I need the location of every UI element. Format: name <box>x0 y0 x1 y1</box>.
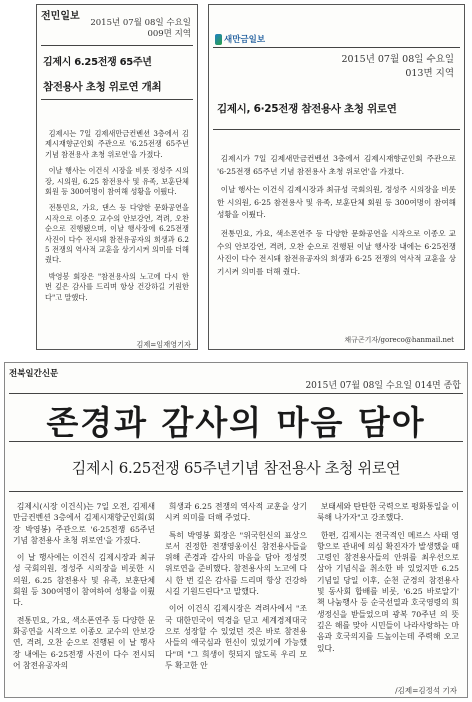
logo-mark-icon <box>215 34 222 45</box>
paragraph: 이날 행사는 이건식 시장을 비롯 정성주 시의장, 시의원, 6.25 참전용사 및 유족, 보훈단체 회원 등 300여명이 참여해 성황을 이뤘다. <box>45 166 189 197</box>
byline: /김제=김정석 기자 <box>395 686 457 695</box>
paragraph: 보태세와 탄탄한 국력으로 평화통일을 이룩해 나가자"고 강조했다. <box>317 502 459 523</box>
dateline <box>254 53 454 81</box>
clipping-jeonmin <box>36 4 198 350</box>
paragraph: 김제시는 7일 김제새만금컨벤션 3층에서 김제시재향군인회 주관으로 '6.25전쟁 65주년 기념 참전용사 초청 위로연'을 가졌다. <box>45 129 189 159</box>
newspaper-name: 새만금일보 <box>224 35 266 45</box>
page-text: 013면 지역 <box>405 68 454 79</box>
article-columns <box>13 501 459 685</box>
date-text: 2015년 07월 08일 수요일 <box>90 18 191 28</box>
newspaper-name: 전북일간신문 <box>9 369 59 379</box>
newspaper-name: 전민일보 <box>41 11 80 22</box>
divider <box>213 47 460 48</box>
paragraph: 전통민요, 가요, 색소폰연주 등 다양한 문화공연을 시작으로 이종오 교수의 안보강연, 격려, 오찬 순으로 진행된 이날 행사장 내에는 6·25전쟁 사진이 다수 전시돼 참전유공자의 희생과 6·25 전쟁의 역사적 교훈을 상기시켜 의미를 더해 줬다. <box>217 228 456 276</box>
divider <box>213 129 460 130</box>
divider <box>9 491 463 492</box>
headline-line1: 김제시 6.25전쟁 65주년 <box>43 57 152 68</box>
paragraph: 이날 행사는 이건식 김제시장과 최규성 국회의원, 정성주 시의장을 비롯한 시의원, 6·25 참전용사 및 유족, 보훈단체 회원 등 300여명이 참여해 성황을 이뤘다. <box>217 185 456 220</box>
article-body <box>217 153 456 331</box>
paragraph: 김제시(시장 이건식)는 7일 오전, 김제새만금컨벤션 3층에서 김제시재향군인회(회장 박영봉) 주관으로 '6·25전쟁 65주년 기념 참전용사 초청 위로연'을 가졌다. <box>13 502 155 545</box>
dateline <box>41 18 191 40</box>
divider <box>9 441 463 442</box>
byline: 김제=임재영기자 <box>136 340 191 349</box>
headline: 존경과 감사의 마음 담아 <box>46 403 426 442</box>
article-column-2 <box>165 501 307 685</box>
dateline: 2015년 07월 08일 수요일 014면 종합 <box>305 381 461 391</box>
article-column-1 <box>13 501 155 685</box>
newspaper-logo <box>215 33 265 45</box>
byline: 채규곤기자/goreco@hanmail.net <box>344 336 454 344</box>
divider <box>41 45 193 46</box>
paragraph: 김제시가 7일 김제새만금컨벤션 3층에서 김제시재향군인회 주관으로 '6·25전쟁 65주년 기념 참전용사 초청 위로연'을 가졌다. <box>217 154 456 176</box>
paragraph: 이 날 행사에는 이건식 김제시장과 최규성 국회의원, 정성주 시의장을 비롯한 시의원, 6.25 참전용사 및 유족, 보훈단체 회원 등 300여명이 참여하여 성황을 이뤘다. <box>13 553 155 608</box>
headline: 김제시, 6·25전쟁 참전용사 초청 위로연 <box>217 103 397 115</box>
divider <box>41 99 193 100</box>
paragraph: 전통민요, 가요, 댄스 등 다양한 문화공연을 시작으로 이종오 교수의 안보강연, 격려, 오찬 순으로 진행됐으며, 이날 행사장에 6.25전쟁 사진이 다수 전시돼 참전유공자의 희생과 6.25 전쟁의 역사적 교훈을 상기시켜 의미를 더해 줬다. <box>45 203 189 265</box>
date-text: 2015년 07월 08일 수요일 <box>341 54 454 65</box>
clipping-saemangeum <box>208 4 465 350</box>
subheadline: 김제시 6.25전쟁 65주년기념 참전용사 초청 위로연 <box>71 459 401 477</box>
paragraph: 한편, 김제시는 전국적인 메르스 사태 영향으로 관내에 의심 확진자가 발생했을 때 고령인 참전용사들의 안위를 최우선으로 삼아 기념식을 취소한 바 있었지만 6.25 기념일 당일 이후, 순천 군경의 참전용사 및 동사회 합배를 비롯, '6.25 바로알기' 책 나눔행사 등 순국선열과 호국영령의 희생정신을 받들었으며 광복 70주년 의 뜻 깊은 해를 맞아 시민들이 나라사랑하는 마음과 호국의지를 드높이는데 주력해 오고 있다. <box>317 530 459 653</box>
paragraph: 이어 이건식 김제시장은 격려사에서 "조국 대한민국이 역경을 딛고 세계경제대국으로 성장할 수 있었던 것은 바로 참전용사들의 애국심과 헌신이 있었기에 가능했다"며 "그 희생이 헛되지 않도록 우리 모두 확고한 안 <box>165 604 307 670</box>
article-body <box>45 129 189 339</box>
paragraph: 특히 박영봉 회장은 "위국헌신의 표상으로서 진정한 전쟁영웅이신 참전용사들을 위해 존경과 감사의 마음을 담아 정성껏 위로연을 준비했다. 참전용사의 노고에 다시 한 번 깊은 감사를 드리며 항상 건강하시길 기원드린다"고 말했다. <box>165 530 307 597</box>
paragraph: 희생과 6.25 전쟁의 역사적 교훈을 상기시켜 의미를 더해 주었다. <box>165 502 307 523</box>
article-column-3 <box>317 501 459 685</box>
paragraph: 박영봉 회장은 "참전용사의 노고에 다시 한 번 깊은 감사를 드리며 항상 건강하길 기원한다"고 말했다. <box>45 271 189 302</box>
divider <box>9 393 463 394</box>
page-text: 009면 지역 <box>147 29 191 39</box>
paragraph: 전통민요, 가요, 색소폰연주 등 다양한 문화공연을 시작으로 이종오 교수의 안보강연, 격려, 오찬 순으로 진행된 이 날 행사장 내에는 6·25전쟁 사진이 다수 전시되어 참전유공자의 <box>13 615 155 670</box>
clipping-jeonbuk <box>4 362 468 698</box>
headline-line2: 참전용사 초청 위로연 개최 <box>43 81 162 93</box>
